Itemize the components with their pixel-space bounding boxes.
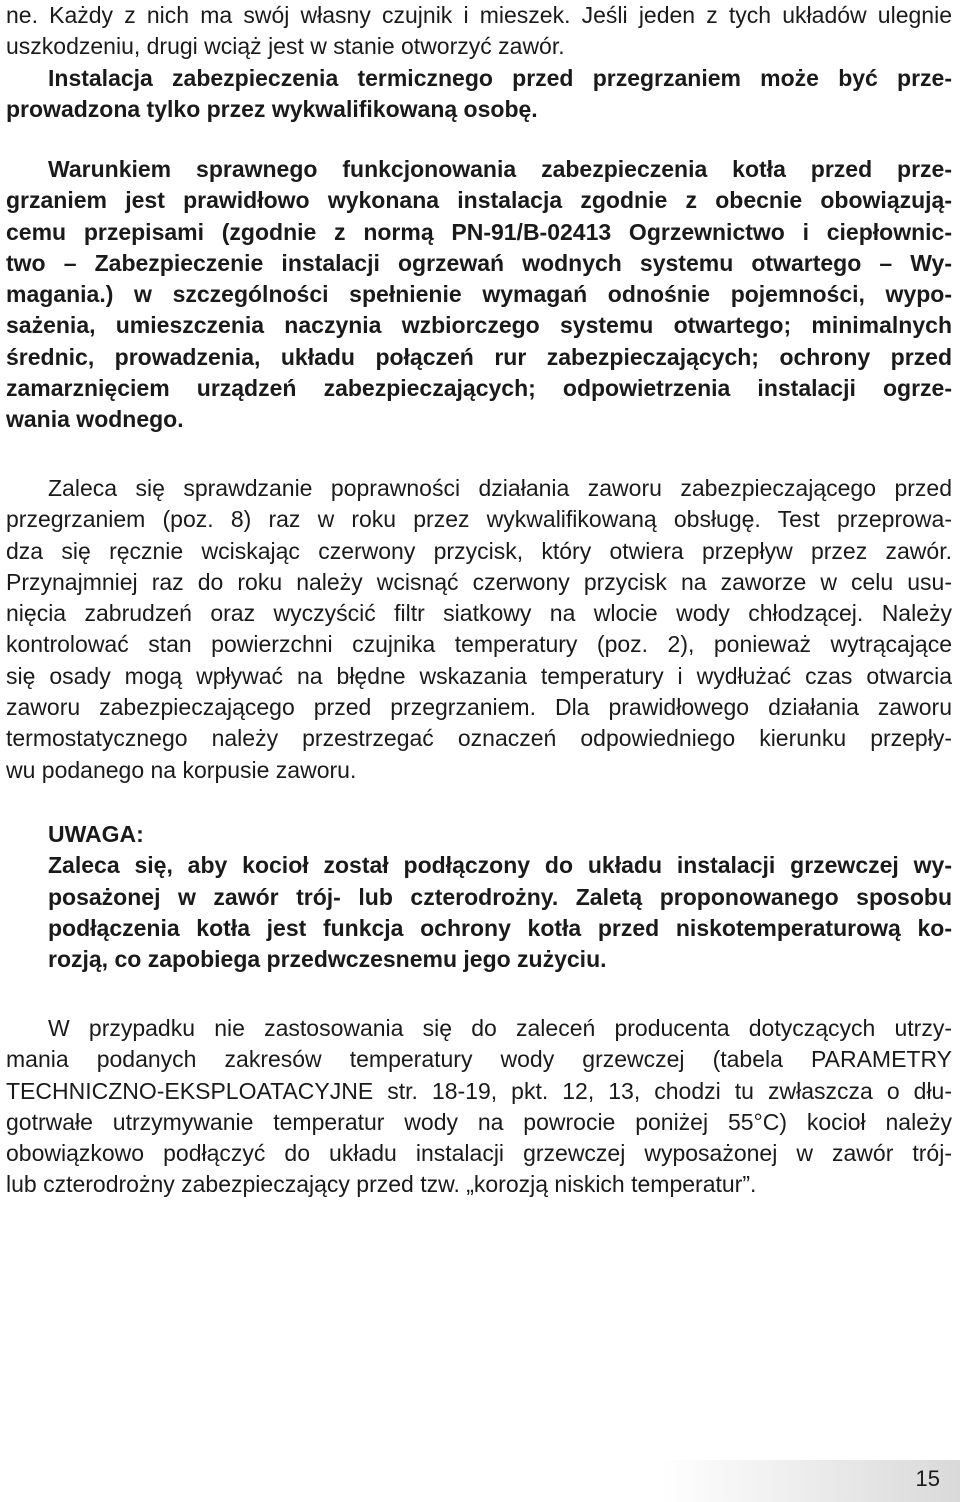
text-line: rozją, co zapobiega przedwczesnemu jego zużyciu. <box>48 946 607 973</box>
maintenance-paragraph <box>6 473 952 786</box>
text-line: Zaleca się, aby kocioł został podłączony do układu instalacji grzewczej wy- <box>48 852 952 879</box>
requirements-paragraph <box>6 154 952 436</box>
text-line: prowadzona tylko przez wykwalifikowaną osobę. <box>6 95 538 122</box>
text-line: wania wodnego. <box>6 406 184 433</box>
text-line: magania.) w szczególności spełnienie wymagań odnośnie pojemności, wypo- <box>6 281 952 308</box>
text-line: Przynajmniej raz do roku należy wcisnąć czerwony przycisk na zaworze w celu usu- <box>6 568 952 595</box>
text-line: wu podanego na korpusie zaworu. <box>6 756 357 783</box>
text-line: W przypadku nie zastosowania się do zaleceń producenta dotyczących utrzy- <box>48 1015 952 1041</box>
text-line: mania podanych zakresów temperatury wody grzewczej (tabela PARAMETRY <box>6 1046 952 1073</box>
text-line: uszkodzeniu, drugi wciąż jest w stanie otworzyć zawór. <box>6 33 565 60</box>
text-line: two – Zabezpieczenie instalacji ogrzewań wodnych systemu otwartego – Wy- <box>6 249 952 276</box>
text-line: się osady mogą wpływać na błędne wskazania temperatury i wydłużać czas otwarcia <box>6 662 952 689</box>
page-number: 15 <box>915 1466 940 1491</box>
text-line: nięcia zabrudzeń oraz wyczyścić filtr siatkowy na wlocie wody chłodzącej. Należy <box>6 600 952 627</box>
text-line: sażenia, umieszczenia naczynia wzbiorczego systemu otwartego; minimalnych <box>6 312 952 339</box>
text-line: cemu przepisami (zgodnie z normą PN-91/B-02413 Ogrzewnictwo i ciepłownic- <box>6 218 952 245</box>
noncompliance-paragraph <box>6 1013 952 1201</box>
text-line: średnic, prowadzenia, układu połączeń rur zabezpieczających; ochrony przed <box>6 343 952 370</box>
text-line: lub czterodrożny zabezpieczający przed tzw. „korozją niskich temperatur”. <box>6 1171 757 1198</box>
text-line: Warunkiem sprawnego funkcjonowania zabezpieczenia kotła przed prze- <box>48 156 952 182</box>
text-line: zamarznięciem urządzeń zabezpieczających; odpowietrzenia instalacji ogrze- <box>6 375 952 402</box>
text-line: kontrolować stan powierzchni czujnika temperatury (poz. 2), ponieważ wytrącające <box>6 631 952 658</box>
text-line: przegrzaniem (poz. 8) raz w roku przez wykwalifikowaną obsługę. Test przeprowa- <box>6 506 952 533</box>
text-line: TECHNICZNO-EKSPLOATACYJNE str. 18-19, pkt. 12, 13, chodzi tu zwłaszcza o dłu- <box>6 1077 952 1104</box>
text-line: grzaniem jest prawidłowo wykonana instalacja zgodnie z obecnie obowiązują- <box>6 187 952 214</box>
text-line: obowiązkowo podłączyć do układu instalacji grzewczej wyposażonej w zawór trój- <box>6 1140 952 1167</box>
intro-paragraph <box>6 0 952 125</box>
text-line: podłączenia kotła jest funkcja ochrony kotła przed niskotemperaturową ko- <box>48 914 952 941</box>
text-line: ne. Każdy z nich ma swój własny czujnik i mieszek. Jeśli jeden z tych układów ulegnie <box>6 2 952 28</box>
text-line: Zaleca się sprawdzanie poprawności działania zaworu zabezpieczającego przed <box>48 475 952 501</box>
text-line: dza się ręcznie wciskając czerwony przycisk, który otwiera przepływ przez zawór. <box>6 537 952 564</box>
text-line: posażonej w zawór trój- lub czterodrożny. Zaletą proponowanego sposobu <box>48 883 952 910</box>
text-line: Instalacja zabezpieczenia termicznego przed przegrzaniem może być prze- <box>48 64 952 91</box>
text-line: termostatycznego należy przestrzegać oznaczeń odpowiedniego kierunku przepły- <box>6 725 952 752</box>
warning-block <box>6 819 952 975</box>
text-line: zaworu zabezpieczającego przed przegrzaniem. Dla prawidłowego działania zaworu <box>6 694 952 721</box>
text-line: gotrwałe utrzymywanie temperatur wody na powrocie poniżej 55°C) kocioł należy <box>6 1108 952 1135</box>
warning-heading: UWAGA: <box>48 821 144 847</box>
